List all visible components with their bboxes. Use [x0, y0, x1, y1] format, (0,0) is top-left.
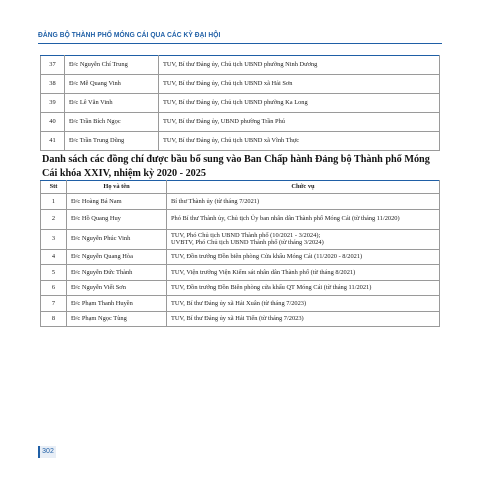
row-name: Đ/c Trần Bích Ngọc — [65, 113, 159, 132]
row-name: Đ/c Nguyễn Quang Hòa — [67, 249, 167, 265]
row-stt: 2 — [41, 209, 67, 229]
row-name: Đ/c Hồ Quang Huy — [67, 209, 167, 229]
section-title: Danh sách các đồng chí được bầu bổ sung vào Ban Chấp hành Đảng bộ Thành phố Móng Cái khóa XXIV, nhiệm kỳ 2020 - 2025 — [42, 154, 430, 179]
row-position: TUV, Đồn trưởng Đồn Biên phòng cửa khẩu QT Móng Cái (từ tháng 11/2021) — [167, 280, 440, 296]
row-stt: 1 — [41, 194, 67, 210]
row-name: Đ/c Trần Trung Dũng — [65, 132, 159, 151]
row-stt: 39 — [41, 94, 65, 113]
row-name: Đ/c Nguyễn Đức Thành — [67, 265, 167, 281]
row-stt: 38 — [41, 75, 65, 94]
table-row — [41, 132, 440, 151]
row-stt: 7 — [41, 296, 67, 312]
row-position: TUV, Bí thư Đảng ủy, Chủ tịch UBND xã Vĩnh Thực — [159, 132, 440, 151]
row-position: TUV, Bí thư Đảng ủy, UBND phường Trần Phú — [159, 113, 440, 132]
table-header-row — [41, 181, 440, 194]
row-name: Đ/c Nguyễn Chí Trung — [65, 56, 159, 75]
row-position: Phó Bí thư Thành ủy, Chủ tịch Ủy ban nhân dân Thành phố Móng Cái (từ tháng 11/2020) — [167, 209, 440, 229]
table-row — [41, 311, 440, 327]
row-stt: 8 — [41, 311, 67, 327]
table-row — [41, 113, 440, 132]
row-stt: 4 — [41, 249, 67, 265]
row-position: Bí thư Thành ủy (từ tháng 7/2021) — [167, 194, 440, 210]
header-position: Chức vụ — [167, 181, 440, 194]
row-position: TUV, Bí thư Đảng ủy xã Hải Tiến (từ tháng 7/2023) — [167, 311, 440, 327]
row-name: Đ/c Hoàng Bá Nam — [67, 194, 167, 210]
row-stt: 37 — [41, 56, 65, 75]
row-name: Đ/c Lê Văn Vinh — [65, 94, 159, 113]
running-header: ĐẢNG BỘ THÀNH PHỐ MÓNG CÁI QUA CÁC KỲ ĐẠI HỘI — [38, 30, 221, 39]
table-supplement-members — [40, 180, 440, 327]
row-position: TUV, Bí thư Đảng ủy, Chủ tịch UBND phường Ninh Dương — [159, 56, 440, 75]
row-stt: 5 — [41, 265, 67, 281]
row-position: TUV, Bí thư Đảng ủy, Chủ tịch UBND phường Ka Long — [159, 94, 440, 113]
table-row — [41, 94, 440, 113]
table-row — [41, 56, 440, 75]
row-position-line: TUV, Phó Chủ tịch UBND Thành phố (10/2021 - 3/2024); — [171, 231, 321, 239]
row-name: Đ/c Nguyễn Phúc Vinh — [67, 229, 167, 249]
table-row — [41, 296, 440, 312]
row-position: TUV, Bí thư Đảng ủy xã Hải Xuân (từ tháng 7/2023) — [167, 296, 440, 312]
table-row — [41, 265, 440, 281]
row-position: TUV, Bí thư Đảng ủy, Chủ tịch UBND xã Hải Sơn — [159, 75, 440, 94]
row-name: Đ/c Nguyễn Viết Sơn — [67, 280, 167, 296]
table-row — [41, 249, 440, 265]
table-row — [41, 229, 440, 249]
row-position — [167, 229, 440, 249]
header-rule — [38, 43, 442, 44]
row-position: TUV, Viện trưởng Viện Kiểm sát nhân dân Thành phố (từ tháng 8/2021) — [167, 265, 440, 281]
table-row — [41, 75, 440, 94]
table-members-continued — [40, 55, 440, 151]
row-stt: 6 — [41, 280, 67, 296]
row-name: Đ/c Phạm Ngọc Tùng — [67, 311, 167, 327]
row-position: TUV, Đồn trưởng Đồn biên phòng Cửa khẩu Móng Cái (11/2020 - 8/2021) — [167, 249, 440, 265]
row-stt: 3 — [41, 229, 67, 249]
row-name: Đ/c Phạm Thanh Huyền — [67, 296, 167, 312]
row-stt: 40 — [41, 113, 65, 132]
table-row — [41, 209, 440, 229]
table-row — [41, 194, 440, 210]
table-row — [41, 280, 440, 296]
header-name: Họ và tên — [67, 181, 167, 194]
row-stt: 41 — [41, 132, 65, 151]
header-stt: Stt — [41, 181, 67, 194]
row-name: Đ/c Mễ Quang Vinh — [65, 75, 159, 94]
row-position-line: UVBTV, Phó Chủ tịch UBND Thành phố (từ tháng 3/2024) — [171, 239, 324, 246]
page-number: 302 — [38, 446, 56, 458]
